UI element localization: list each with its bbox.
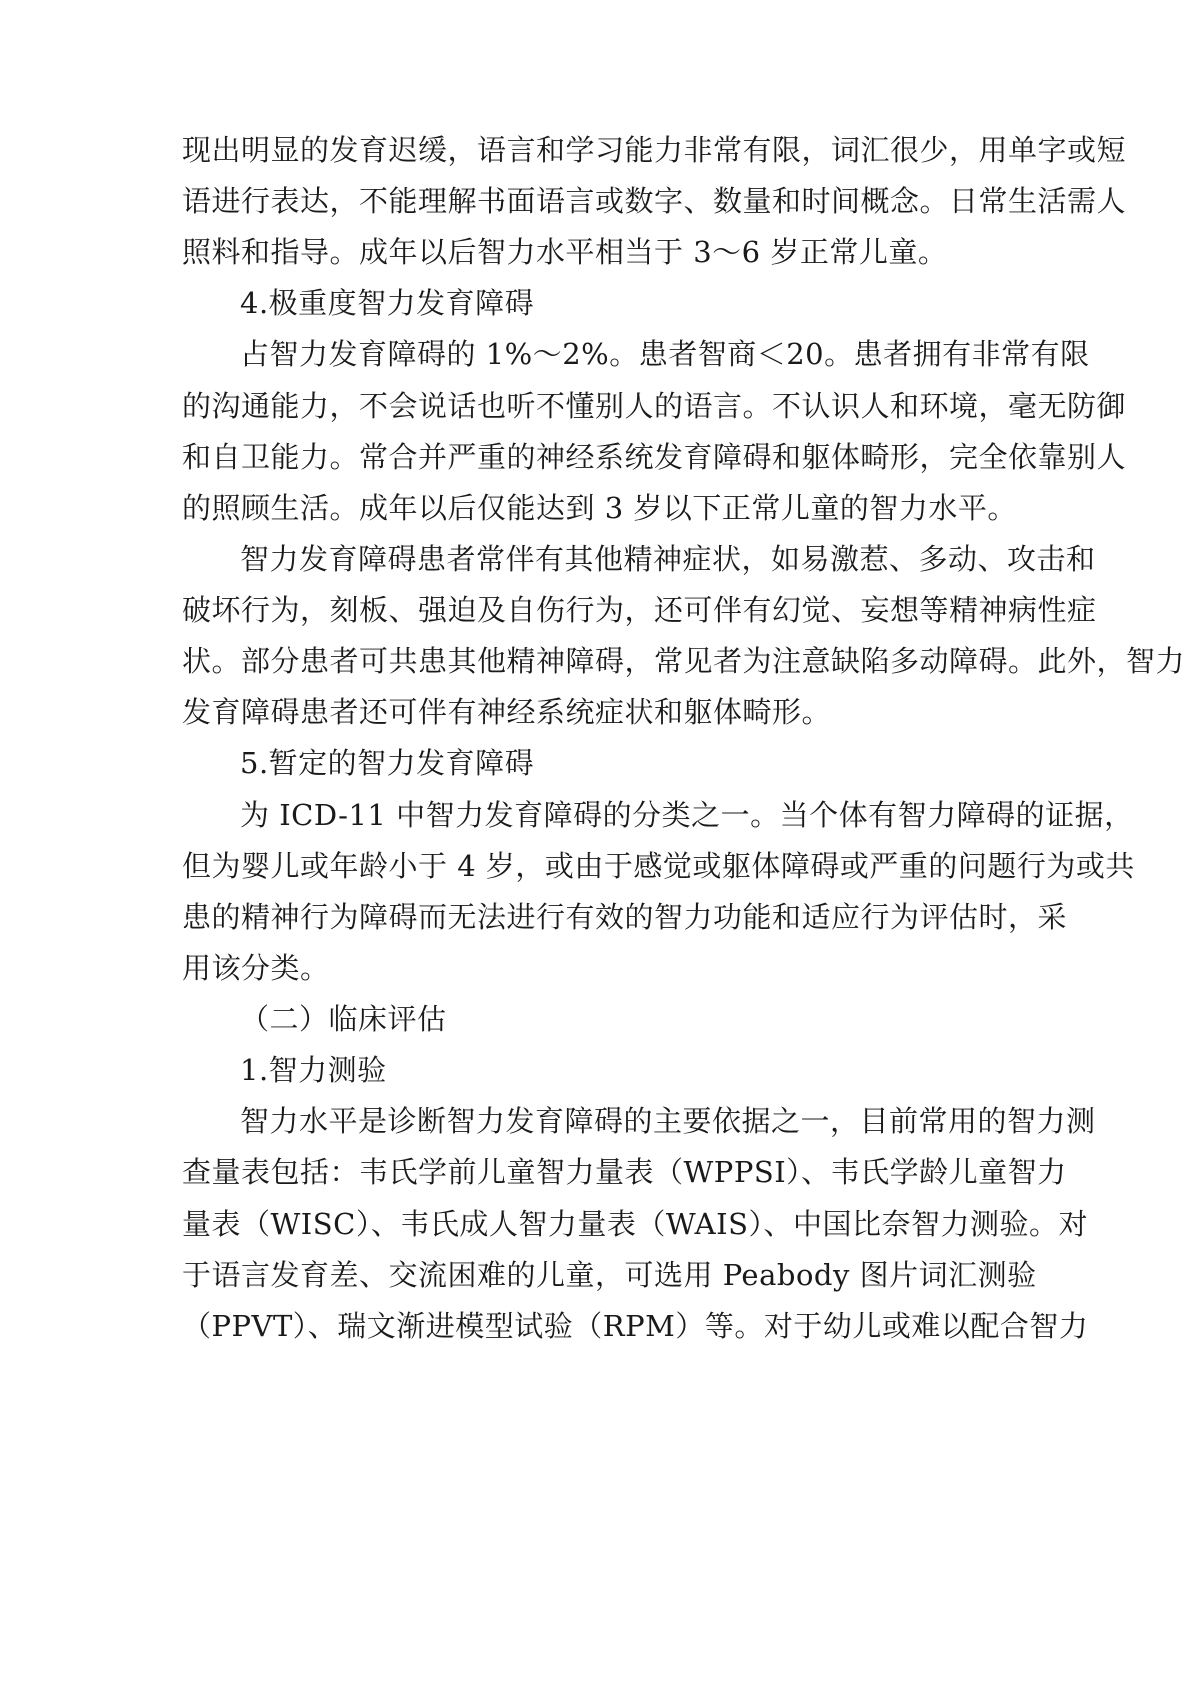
text-line: 查量表包括：韦氏学前儿童智力量表（WPPSI）、韦氏学龄儿童智力: [182, 1155, 1067, 1189]
text-line: 状。部分患者可共患其他精神障碍，常见者为注意缺陷多动障碍。此外，智力: [182, 644, 1186, 678]
section-heading: （二）临床评估: [240, 1002, 447, 1036]
text-line: （PPVT）、瑞文渐进模型试验（RPM）等。对于幼儿或难以配合智力: [182, 1309, 1089, 1343]
text-line: 患的精神行为障碍而无法进行有效的智力功能和适应行为评估时，采: [182, 900, 1068, 934]
text-line: 于语言发育差、交流困难的儿童，可选用 Peabody 图片词汇测验: [182, 1258, 1037, 1292]
text-line: 和自卫能力。常合并严重的神经系统发育障碍和躯体畸形，完全依靠别人: [182, 440, 1127, 474]
text-line: 的沟通能力，不会说话也听不懂别人的语言。不认识人和环境，毫无防御: [182, 389, 1127, 423]
text-line: 现出明显的发育迟缓，语言和学习能力非常有限，词汇很少，用单字或短: [182, 133, 1127, 167]
text-line: 语进行表达，不能理解书面语言或数字、数量和时间概念。日常生活需人: [182, 184, 1127, 218]
section-heading: 5.暂定的智力发育障碍: [240, 746, 535, 780]
text-line: 占智力发育障碍的 1%～2%。患者智商＜20。患者拥有非常有限: [240, 337, 1090, 371]
text-line: 照料和指导。成年以后智力水平相当于 3～6 岁正常儿童。: [182, 235, 948, 269]
text-line: 但为婴儿或年龄小于 4 岁，或由于感觉或躯体障碍或严重的问题行为或共: [182, 849, 1135, 883]
text-line: 为 ICD-11 中智力发育障碍的分类之一。当个体有智力障碍的证据，: [240, 798, 1134, 832]
text-line: 破坏行为，刻板、强迫及自伤行为，还可伴有幻觉、妄想等精神病性症: [182, 593, 1097, 627]
text-line: 智力水平是诊断智力发育障碍的主要依据之一，目前常用的智力测: [240, 1104, 1096, 1138]
text-line: 智力发育障碍患者常伴有其他精神症状，如易激惹、多动、攻击和: [240, 542, 1096, 576]
text-line: 用该分类。: [182, 951, 330, 985]
subsection-heading: 1.智力测验: [240, 1053, 387, 1087]
text-line: 发育障碍患者还可伴有神经系统症状和躯体畸形。: [182, 695, 832, 729]
section-heading: 4.极重度智力发育障碍: [240, 286, 535, 320]
text-line: 的照顾生活。成年以后仅能达到 3 岁以下正常儿童的智力水平。: [182, 491, 1017, 525]
text-line: 量表（WISC）、韦氏成人智力量表（WAIS）、中国比奈智力测验。对: [182, 1207, 1088, 1241]
